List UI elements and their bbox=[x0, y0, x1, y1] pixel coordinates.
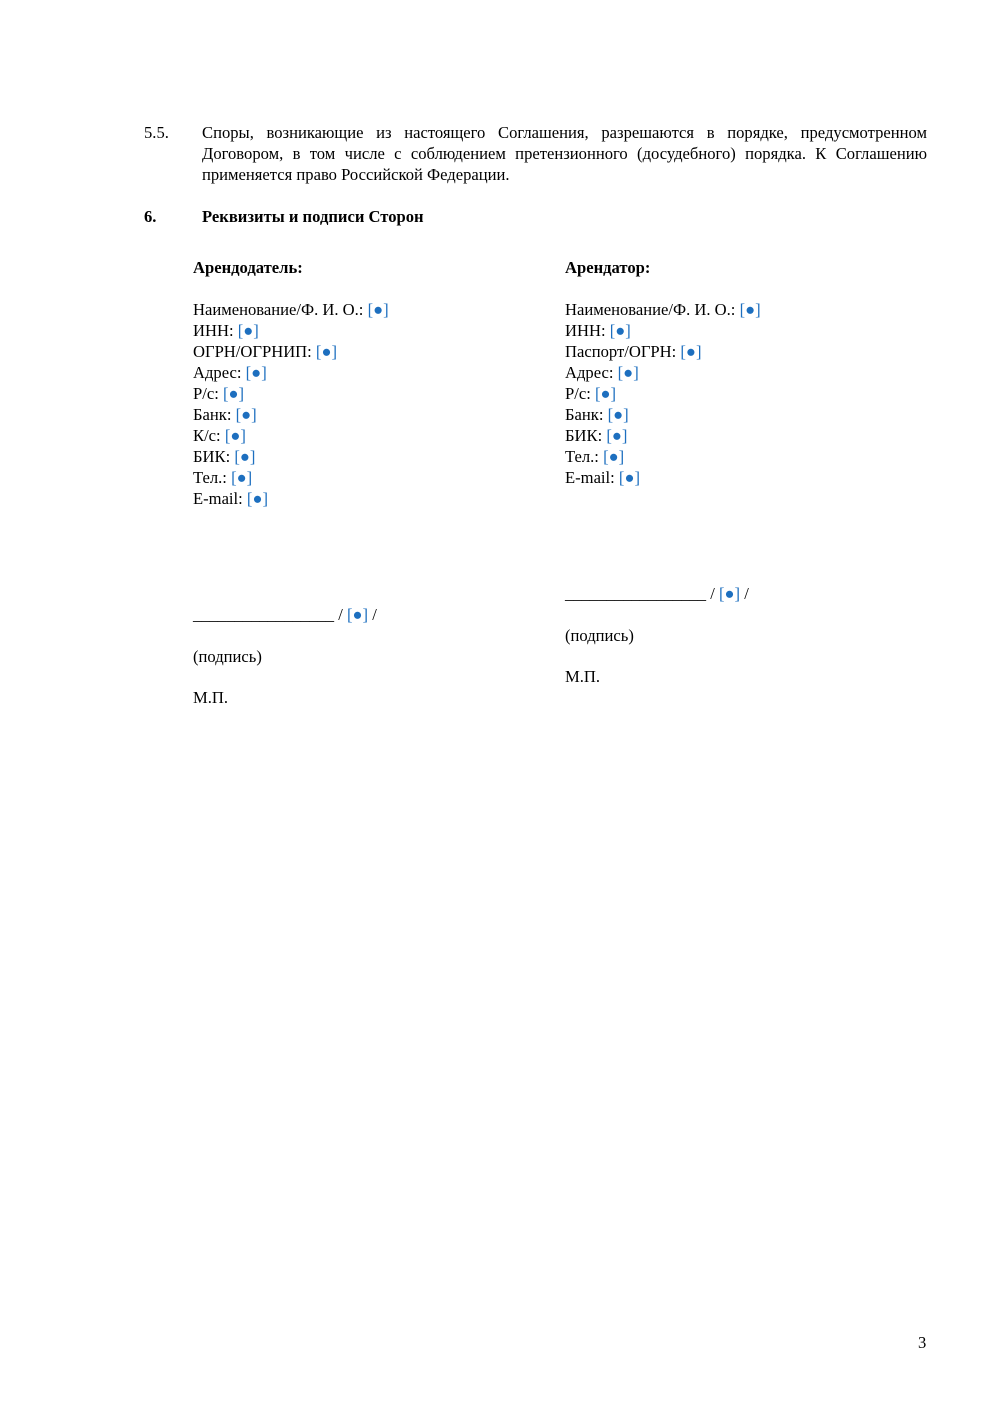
signature-underline: _________________ bbox=[193, 605, 335, 624]
field-label: Банк: bbox=[193, 405, 232, 424]
placeholder-value: [●] bbox=[222, 384, 245, 403]
signature-separator: / bbox=[334, 605, 347, 624]
placeholder-value: [●] bbox=[609, 321, 631, 340]
signature-separator: / bbox=[368, 605, 377, 624]
signature-separator: / bbox=[706, 584, 719, 603]
field-label: E-mail: bbox=[193, 489, 243, 508]
landlord-fields bbox=[193, 299, 553, 509]
tenant-field-address bbox=[565, 362, 925, 383]
landlord-field-inn bbox=[193, 320, 553, 341]
signature-underline: _________________ bbox=[565, 584, 707, 603]
landlord-field-bank bbox=[193, 404, 553, 425]
field-label: БИК: bbox=[565, 426, 603, 445]
tenant-field-phone bbox=[565, 446, 925, 467]
tenant-field-bank bbox=[565, 404, 925, 425]
placeholder-value: [●] bbox=[231, 468, 253, 487]
field-label: Наименование/Ф. И. О.: bbox=[193, 300, 364, 319]
placeholder-value: [●] bbox=[246, 489, 268, 508]
field-label: Адрес: bbox=[193, 363, 242, 382]
field-label: К/с: bbox=[193, 426, 221, 445]
field-label: Банк: bbox=[565, 405, 604, 424]
landlord-field-email bbox=[193, 488, 553, 509]
tenant-heading: Арендатор: bbox=[565, 258, 651, 277]
placeholder-value: [●] bbox=[237, 321, 259, 340]
field-label: БИК: bbox=[193, 447, 231, 466]
field-label: Р/с: bbox=[193, 384, 219, 403]
tenant-signature-line bbox=[565, 583, 749, 604]
tenant-field-account bbox=[565, 383, 925, 404]
tenant-stamp: М.П. bbox=[565, 667, 601, 686]
landlord-signature-line bbox=[193, 604, 377, 625]
placeholder-value: [●] bbox=[739, 300, 761, 319]
placeholder-value: [●] bbox=[680, 342, 702, 361]
tenant-field-bik bbox=[565, 425, 925, 446]
placeholder-value: [●] bbox=[617, 363, 639, 382]
landlord-heading: Арендодатель: bbox=[193, 258, 303, 277]
placeholder-value: [●] bbox=[607, 405, 629, 424]
landlord-field-ogrn bbox=[193, 341, 553, 362]
landlord-field-account bbox=[193, 383, 553, 404]
placeholder-value: [●] bbox=[594, 384, 617, 403]
tenant-field-passport bbox=[565, 341, 925, 362]
placeholder-value: [●] bbox=[346, 605, 369, 624]
section-title: Реквизиты и подписи Сторон bbox=[202, 207, 424, 226]
placeholder-value: [●] bbox=[603, 447, 625, 466]
page-number: 3 bbox=[918, 1333, 927, 1352]
landlord-block bbox=[193, 257, 553, 509]
tenant-fields bbox=[565, 299, 925, 488]
field-label: ОГРН/ОГРНИП: bbox=[193, 342, 312, 361]
tenant-field-name bbox=[565, 299, 925, 320]
field-label: ИНН: bbox=[193, 321, 234, 340]
field-label: Паспорт/ОГРН: bbox=[565, 342, 677, 361]
field-label: Тел.: bbox=[565, 447, 599, 466]
signature-separator: / bbox=[740, 584, 749, 603]
landlord-field-phone bbox=[193, 467, 553, 488]
placeholder-value: [●] bbox=[606, 426, 628, 445]
tenant-field-email bbox=[565, 467, 925, 488]
landlord-signature-caption: (подпись) bbox=[193, 647, 262, 666]
field-label: Тел.: bbox=[193, 468, 227, 487]
landlord-field-name bbox=[193, 299, 553, 320]
landlord-field-bik bbox=[193, 446, 553, 467]
placeholder-value: [●] bbox=[718, 584, 741, 603]
placeholder-value: [●] bbox=[234, 447, 256, 466]
field-label: ИНН: bbox=[565, 321, 606, 340]
placeholder-value: [●] bbox=[224, 426, 246, 445]
placeholder-value: [●] bbox=[235, 405, 257, 424]
clause-text: Споры, возникающие из настоящего Соглашения, разрешаются в порядке, предусмотренном Договором, в том числе с соблюдением претензионного (досудебного) порядка. К Соглашению применяется право Российской Федерации. bbox=[202, 123, 927, 184]
section-number: 6. bbox=[144, 207, 157, 226]
field-label: E-mail: bbox=[565, 468, 615, 487]
placeholder-value: [●] bbox=[618, 468, 640, 487]
field-label: Наименование/Ф. И. О.: bbox=[565, 300, 736, 319]
tenant-field-inn bbox=[565, 320, 925, 341]
placeholder-value: [●] bbox=[315, 342, 337, 361]
landlord-stamp: М.П. bbox=[193, 688, 229, 707]
placeholder-value: [●] bbox=[245, 363, 267, 382]
field-label: Адрес: bbox=[565, 363, 614, 382]
landlord-field-address bbox=[193, 362, 553, 383]
field-label: Р/с: bbox=[565, 384, 591, 403]
placeholder-value: [●] bbox=[367, 300, 389, 319]
tenant-signature-caption: (подпись) bbox=[565, 626, 634, 645]
landlord-field-corr-account bbox=[193, 425, 553, 446]
tenant-block bbox=[565, 257, 925, 488]
clause-number: 5.5. bbox=[144, 123, 169, 142]
